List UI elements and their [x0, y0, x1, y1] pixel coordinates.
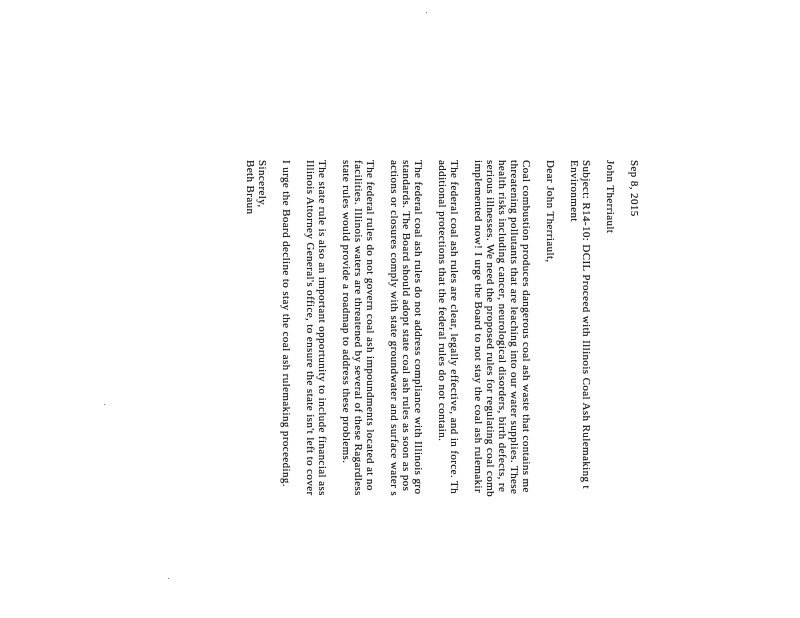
letter-subject-line: Environment	[568, 160, 580, 222]
scan-speck	[426, 12, 427, 13]
paragraph-line: Coal combustion produces dangerous coal ash waste that contains me	[520, 160, 532, 493]
paragraph-line: implemented now! I urge the Board to not stay the coal ash rulemakir	[472, 160, 484, 494]
letter-signature: Beth Braun	[244, 160, 256, 215]
paragraph-line: standards. The Board should adopt state coal ash rules as soon as pos	[400, 160, 412, 492]
paragraph-line: The state rule is also an important opportunity to include financial ass	[316, 160, 328, 496]
paragraph-line: additional protections that the federal rules do not contain.	[436, 160, 448, 442]
paragraph-line: I urge the Board decline to stay the coal ash rulemaking proceeding.	[280, 160, 292, 487]
paragraph-line: The federal rules do not govern coal ash impoundments located at no	[364, 160, 376, 491]
paragraph-line: actions or closures comply with state groundwater and surface water s	[388, 160, 400, 497]
paragraph-line: serious illnesses. We need the proposed rules for regulating coal comb	[484, 160, 496, 497]
paragraph-line: state rules would provide a roadmap to address these problems.	[340, 160, 352, 464]
letter-recipient: John Therriault	[604, 160, 616, 234]
letter-date: Sep 8, 2015	[628, 160, 640, 217]
scan-speck	[168, 578, 169, 579]
paragraph-line: threatening pollutants that are leaching into our water supplies. These	[508, 160, 520, 495]
paragraph-line: The federal coal ash rules are clear, legally effective, and in force. Th	[448, 160, 460, 495]
letter-closing: Sincerely,	[256, 160, 268, 208]
paragraph-line: The federal coal ash rules do not address compliance with Illinois gro	[412, 160, 424, 495]
scan-speck	[104, 404, 105, 405]
paragraph-line: facilities. Illinois waters are threatened by several of these Ragardless	[352, 160, 364, 496]
paragraph-line: health risks including cancer, neurological disorders, birth defects, re	[496, 160, 508, 493]
letter-body	[244, 160, 640, 618]
paragraph-line: Illinois Attorney General's office, to ensure the state isn't left to cover	[304, 160, 316, 496]
letter-salutation: Dear John Therriault,	[544, 160, 556, 263]
letter-subject-line: Subject: R14-10: DCIL Proceed with Illinois Coal Ash Rulemaking t	[580, 160, 592, 489]
